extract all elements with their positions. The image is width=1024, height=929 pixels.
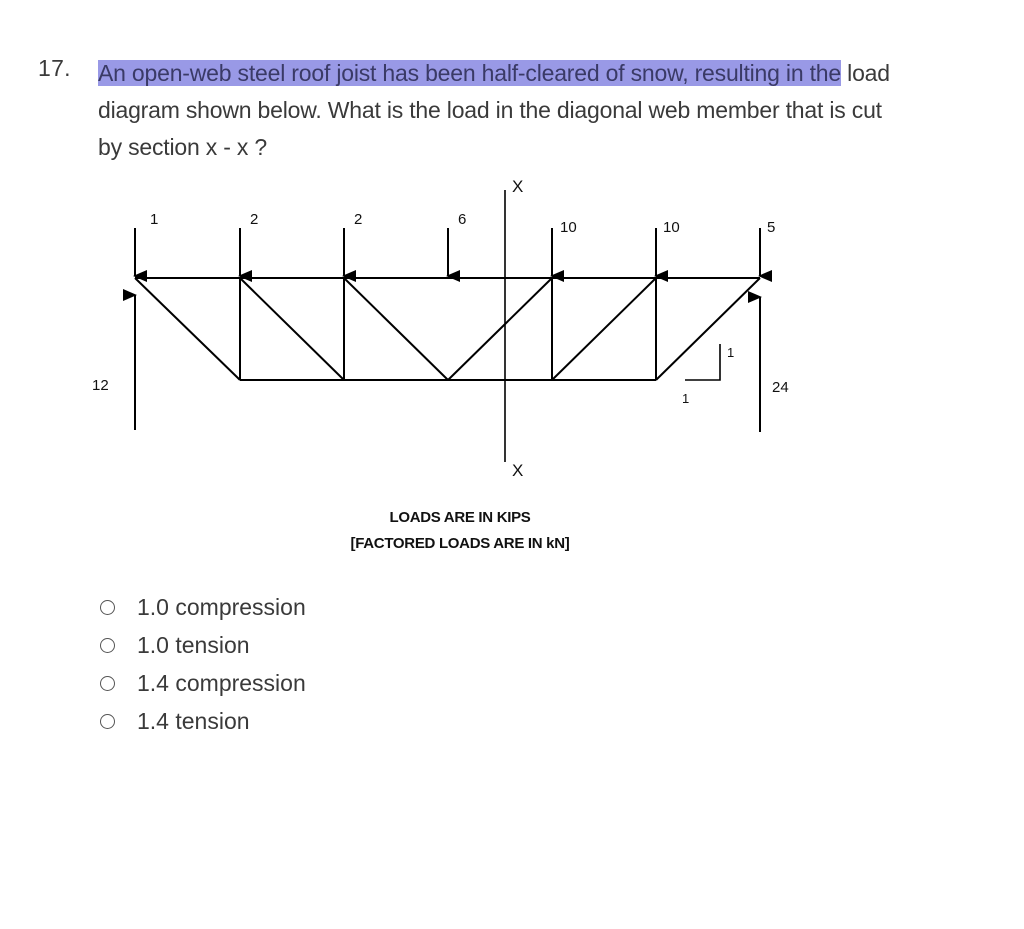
load-label: 10 (663, 219, 680, 236)
end-diagonal-left (135, 278, 240, 380)
load-label: 1 (150, 211, 159, 228)
answer-option[interactable] (100, 588, 306, 626)
answer-option-label: 1.0 compression (137, 593, 306, 620)
section-label-bottom: X (512, 461, 524, 480)
radio-button[interactable] (100, 600, 115, 615)
reaction-label-left: 12 (92, 377, 109, 394)
answer-options (100, 588, 306, 740)
question-number: 17. (38, 55, 71, 81)
end-diagonal-right (656, 278, 760, 380)
radio-button[interactable] (100, 676, 115, 691)
answer-option-label: 1.4 compression (137, 669, 306, 696)
web-diagonal-cut (448, 278, 552, 380)
question-line-3: by section x - x ? (98, 134, 267, 160)
diagram-caption-line-1: LOADS ARE IN KIPS (389, 509, 531, 526)
answer-option-label: 1.0 tension (137, 631, 250, 658)
answer-option-label: 1.4 tension (137, 707, 250, 734)
web-diagonal (344, 278, 448, 380)
answer-option[interactable] (100, 626, 306, 664)
highlighted-selection[interactable]: An open-web steel roof joist has been half-cleared of snow, resulting in the (98, 60, 841, 86)
load-label: 2 (250, 211, 259, 228)
diagram-caption-line-2: [FACTORED LOADS ARE IN kN] (350, 535, 570, 552)
radio-button[interactable] (100, 638, 115, 653)
slope-rise-label: 1 (727, 345, 735, 360)
radio-button[interactable] (100, 714, 115, 729)
reaction-label-right: 24 (772, 379, 789, 396)
load-label: 5 (767, 219, 776, 236)
slope-indicator (685, 344, 720, 380)
section-label-top: X (512, 177, 524, 196)
answer-option[interactable] (100, 702, 306, 740)
web-diagonal (552, 278, 656, 380)
web-diagonal (240, 278, 344, 380)
load-label: 2 (354, 211, 363, 228)
question-line-2: diagram shown below. What is the load in the diagonal web member that is cut (98, 97, 882, 123)
load-label: 6 (458, 211, 467, 228)
answer-option[interactable] (100, 664, 306, 702)
load-label: 10 (560, 219, 577, 236)
slope-run-label: 1 (682, 391, 690, 406)
question-line-1-rest: load (840, 60, 890, 86)
